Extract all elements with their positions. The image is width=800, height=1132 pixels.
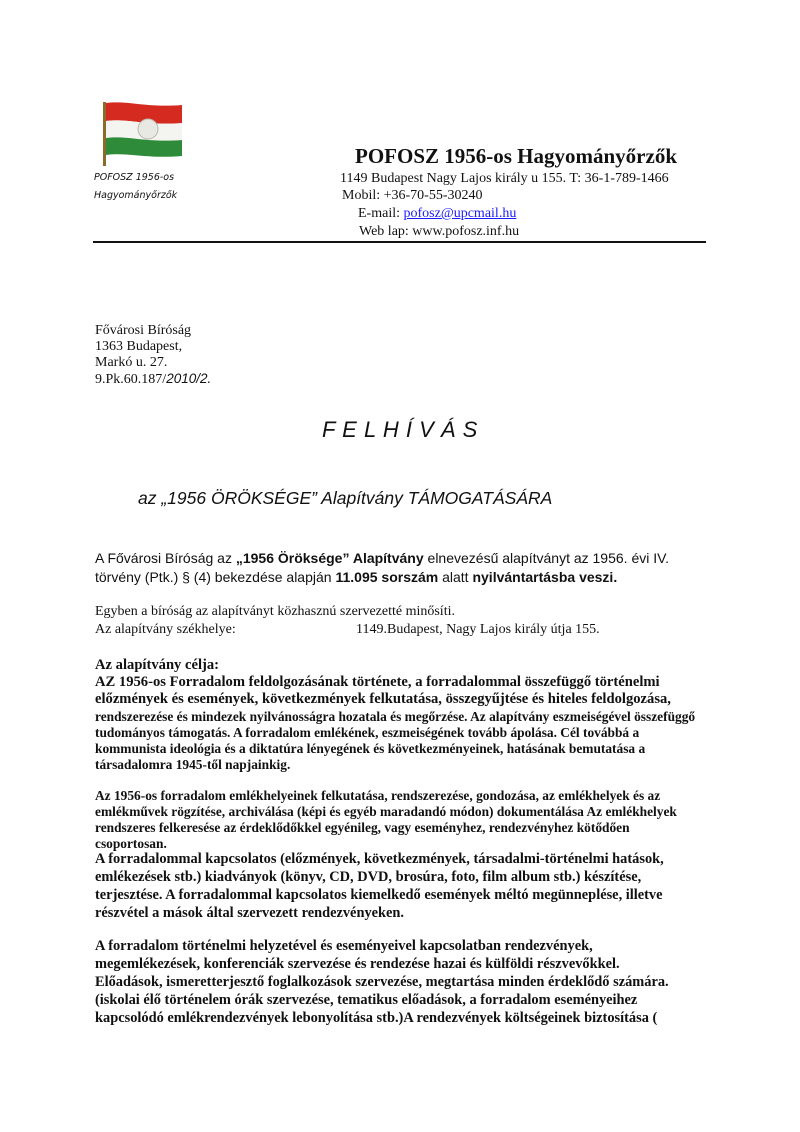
purpose-para2-line: rendszeres felkeresése az érdeklődőkkel egyénileg, vagy eseményhez, rendezvényhez kötődően	[95, 820, 630, 835]
purpose-para1-line: tudományos támogatás. A forradalom emlékének, eszmeiségének tovább ápolása. Cél továbbá a	[95, 725, 640, 740]
document-subtitle: az „1956 ÖRÖKSÉGE” Alapítvány TÁMOGATÁSÁRA	[138, 488, 553, 508]
seat-value: 1149.Budapest, Nagy Lajos király útja 155.	[356, 622, 600, 637]
purpose-para2-line: csoportosan.	[95, 836, 167, 851]
organization-title: POFOSZ 1956-os Hagyományőrzők	[355, 144, 678, 168]
flag-emblem-circle	[138, 119, 158, 139]
recipient-city: 1363 Budapest,	[95, 339, 183, 354]
intro-text: elnevezésű alapítványt az 1956. évi IV.	[423, 550, 670, 566]
email-link[interactable]: pofosz@upcmail.hu	[403, 206, 517, 221]
purpose-para1-line: rendszerezése és mindezek nyilvánosságra hozatala és megőrzése. Az alapítvány eszmeiségével összefüggő	[95, 709, 696, 724]
purpose-para3-line: emlékezések stb.) kiadványok (könyv, CD, DVD, brosúra, foto, film album stb.) készítése,	[95, 869, 642, 885]
flag-pole	[103, 102, 106, 166]
purpose-para3-line: A forradalommal kapcsolatos (előzmények, következmények, társadalmi-történelmi hatások,	[95, 851, 664, 867]
case-reference-prefix: 9.Pk.60.187/	[95, 372, 167, 387]
intro-line-2	[95, 569, 617, 585]
intro-text: alatt	[438, 569, 473, 585]
purpose-para4-line: megemlékezések, konferenciák szervezése és rendezése hazai és külföldi részvevőkkel.	[95, 956, 620, 972]
foundation-name: „1956 Öröksége” Alapítvány	[235, 550, 424, 566]
purpose-para4-line: A forradalom történelmi helyzetével és eseményeivel kapcsolatban rendezvények,	[95, 938, 593, 954]
document-headline: F E L H Í V Á S	[322, 417, 478, 442]
seat-label: Az alapítvány székhelye:	[95, 622, 236, 637]
logo-caption-line1: POFOSZ 1956-os	[94, 172, 175, 183]
registration-status: nyilvántartásba veszi.	[472, 569, 618, 585]
header-email-line	[358, 206, 516, 222]
header-address: 1149 Budapest Nagy Lajos király u 155. T: 36-1-789-1466	[340, 171, 669, 186]
hungarian-flag-logo	[92, 96, 186, 168]
purpose-para1-line: társadalomra 1945-től napjainkig.	[95, 757, 291, 772]
intro-text: törvény (Ptk.) § (4) bekezdése alapján	[95, 569, 336, 585]
purpose-para1-line: AZ 1956-os Forradalom feldolgozásának története, a forradalommal összefüggő történelmi	[95, 674, 660, 690]
purpose-para3-line: terjesztése. A forradalommal kapcsolatos kiemelkedő események méltó megünneplése, illetve	[95, 887, 663, 903]
public-benefit-status: Egyben a bíróság az alapítványt közhasznú szervezetté minősíti.	[95, 604, 455, 619]
purpose-para3-line: részvétel a mások által szervezett rendezvényeken.	[95, 905, 405, 921]
intro-line-1	[95, 550, 669, 566]
email-label: E-mail:	[358, 206, 404, 221]
purpose-para1-line: kommunista ideológia és a diktatúra lényegének és következményeinek, hatásának bemutatása a	[95, 741, 646, 756]
purpose-para1-line	[95, 691, 671, 708]
purpose-para1-text: előzmények és események, következmények felkutatása, összegyűjtése és hiteles feldolgozása,	[95, 691, 671, 707]
purpose-para2-line: Az 1956-os forradalom emlékhelyeinek felkutatása, rendszerezése, gondozása, az emlékhelyek és az	[95, 788, 661, 803]
purpose-heading: Az alapítvány célja:	[95, 657, 220, 673]
intro-text: A Fővárosi Bíróság az	[95, 550, 236, 566]
case-reference-suffix: 2010/2.	[166, 371, 212, 386]
header-website: Web lap: www.pofosz.inf.hu	[359, 224, 520, 239]
header-mobile: Mobil: +36-70-55-30240	[342, 188, 483, 203]
logo-caption-line2: Hagyományőrzők	[94, 190, 178, 201]
purpose-para2-line: emlékművek rögzítése, archiválása (képi és egyéb maradandó módon) dokumentálása Az emlékhelyek	[95, 804, 677, 819]
purpose-para4-line: kapcsolódó emlékrendezvények lebonyolítása stb.)A rendezvények költségeinek biztosítása (	[95, 1010, 658, 1026]
registration-number: 11.095 sorszám	[335, 569, 439, 585]
recipient-street: Markó u. 27.	[95, 355, 168, 370]
case-reference	[95, 371, 211, 388]
recipient-name: Fővárosi Bíróság	[95, 323, 192, 338]
purpose-para4-line: Előadások, ismeretterjesztő foglalkozások szervezése, megtartása minden érdeklődő számára.	[95, 974, 669, 990]
purpose-para4-line: (iskolai élő történelem órák szervezése, tematikus előadások, a forradalom eseményeihez	[95, 992, 638, 1008]
header-divider	[93, 241, 706, 243]
